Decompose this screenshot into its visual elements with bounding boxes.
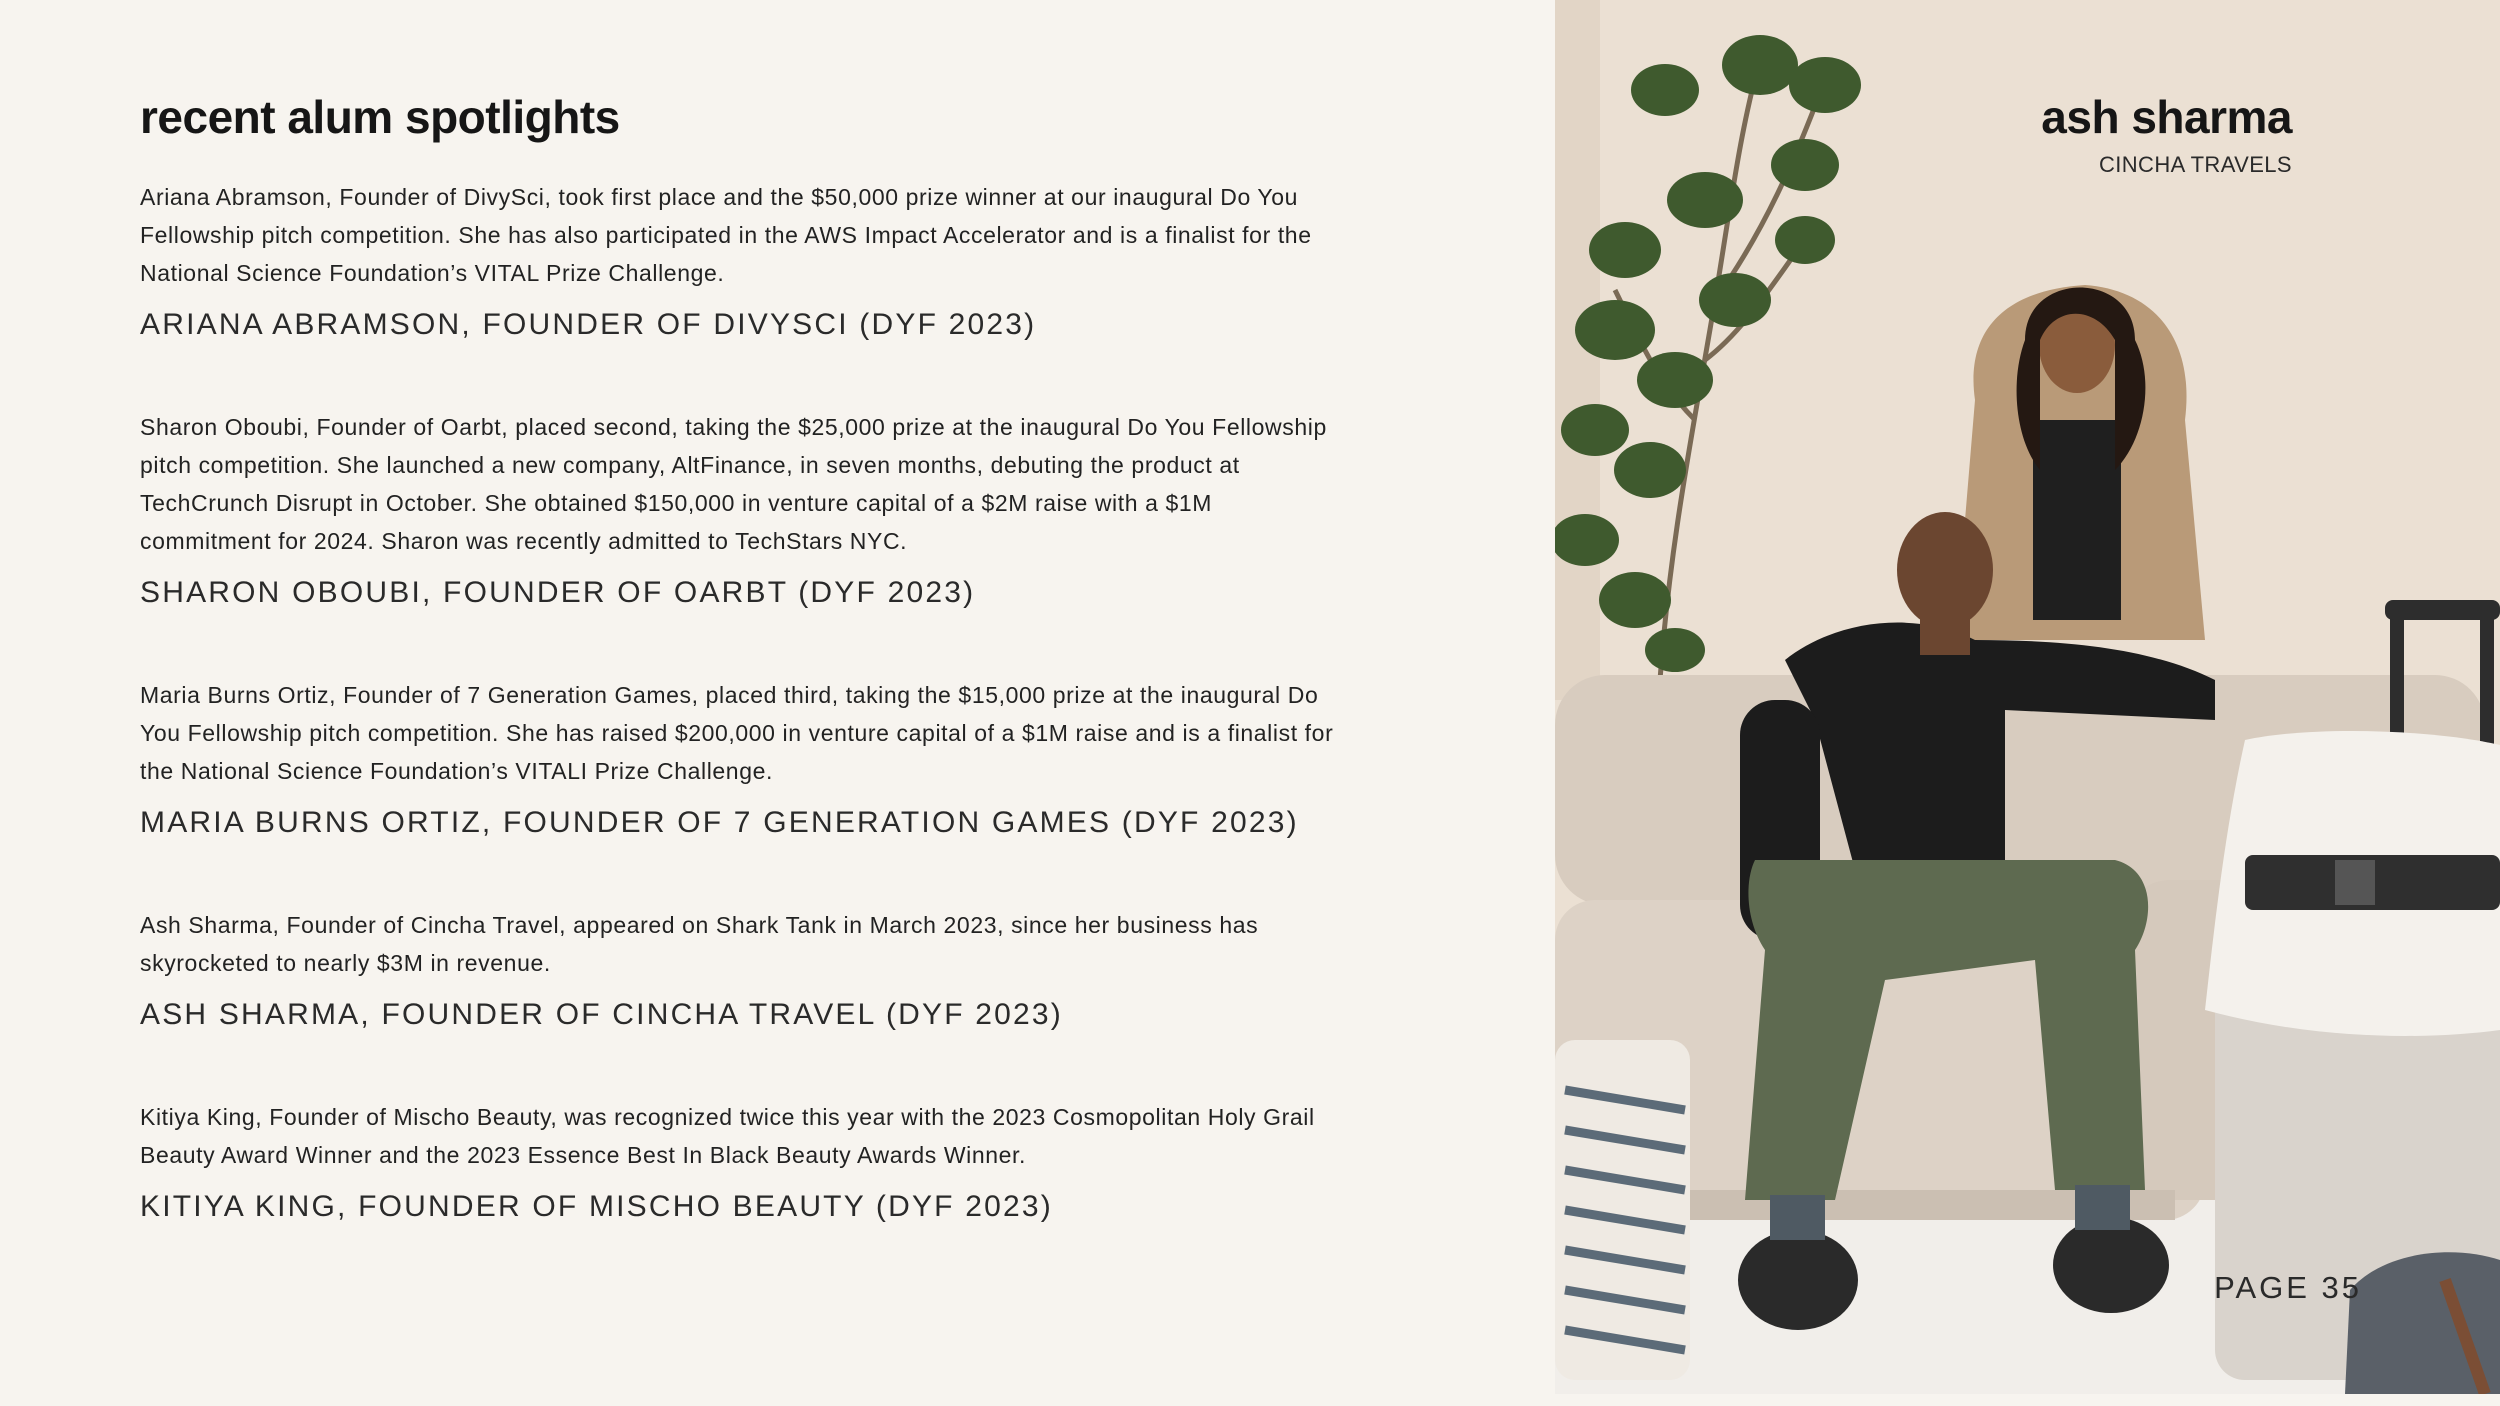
spotlight-item [140,408,1340,610]
spotlight-name: SHARON OBOUBI, FOUNDER OF OARBT (DYF 2023) [140,576,976,609]
spotlight-item [140,676,1340,840]
spotlight-name: ASH SHARMA, FOUNDER OF CINCHA TRAVEL (DYF 2023) [140,998,1063,1031]
page-title: recent alum spotlights [140,91,620,143]
feature-company: CINCHA TRAVELS [2098,152,2292,177]
spotlight-body: Ash Sharma, Founder of Cincha Travel, appeared on Shark Tank in March 2023, since her business has skyrocketed to nearly $3M in revenue. [140,912,1259,976]
spotlight-item [140,1098,1340,1224]
spotlight-name: MARIA BURNS ORTIZ, FOUNDER OF 7 GENERATION GAMES (DYF 2023) [140,806,1299,839]
feature-photo [1555,0,2500,1394]
spotlight-body: Ariana Abramson, Founder of DivySci, took first place and the $50,000 prize winner at our inaugural Do You Fellowship pitch competition. She has also participated in the AWS Impact Accelerator and is a finalist for the National Science Foundation’s VITAL Prize Challenge. [140,184,1312,286]
spotlight-item [140,178,1340,342]
feature-name: ash sharma [2041,91,2292,143]
photo-illustration [1555,0,2500,1394]
spotlight-name: ARIANA ABRAMSON, FOUNDER OF DIVYSCI (DYF 2023) [140,308,1037,341]
spotlight-item [140,906,1340,1032]
spotlight-body: Kitiya King, Founder of Mischo Beauty, was recognized twice this year with the 2023 Cosmopolitan Holy Grail Beauty Award Winner and the 2023 Essence Best In Black Beauty Awards Winner. [140,1104,1315,1168]
spotlight-body: Maria Burns Ortiz, Founder of 7 Generation Games, placed third, taking the $15,000 prize at the inaugural Do You Fellowship pitch competition. She has raised $200,000 in venture capital of a $1M raise and is a finalist for the National Science Foundation’s VITALI Prize Challenge. [140,682,1334,784]
spotlight-body: Sharon Oboubi, Founder of Oarbt, placed second, taking the $25,000 prize at the inaugural Do You Fellowship pitch competition. She launched a new company, AltFinance, in seven months, debuting the product at TechCrunch Disrupt in October. She obtained $150,000 in venture capital of a $2M raise with a $1M commitment for 2024. Sharon was recently admitted to TechStars NYC. [140,414,1327,554]
page-number: PAGE 35 [2214,1270,2362,1305]
spotlight-name: KITIYA KING, FOUNDER OF MISCHO BEAUTY (DYF 2023) [140,1190,1053,1223]
